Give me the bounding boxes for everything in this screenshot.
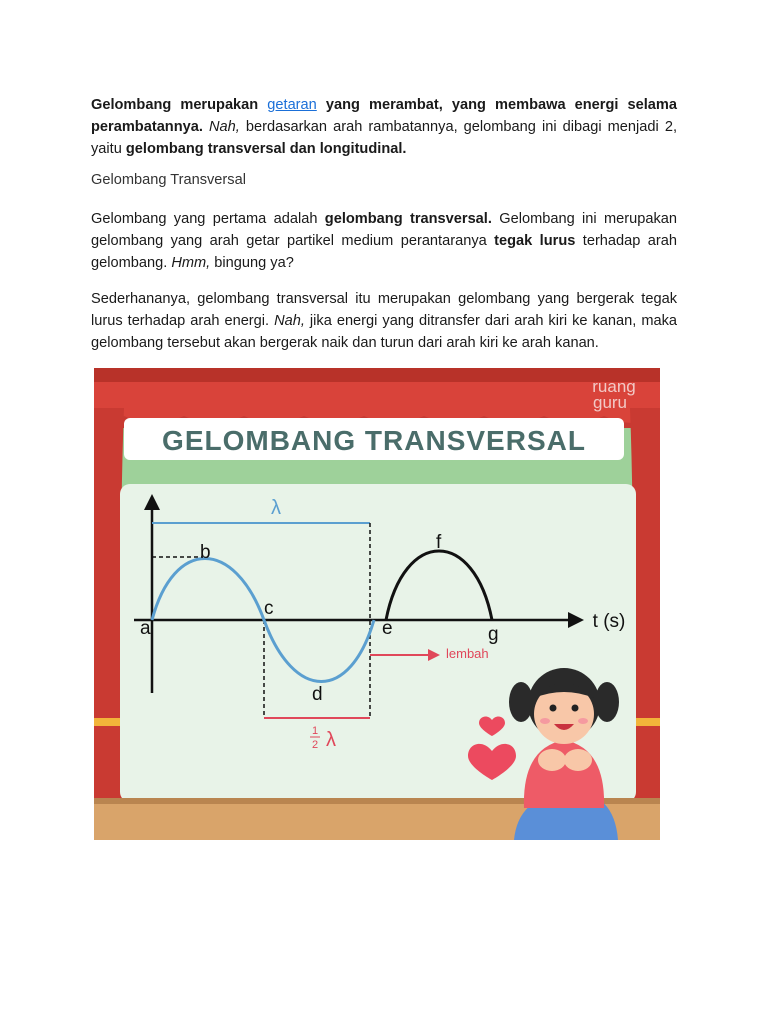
getaran-link[interactable]: getaran [267,97,317,113]
girl-eye-left [550,705,557,712]
definition-paragraph [91,208,677,274]
point-label-e: e [382,618,393,639]
girl-eye-right [572,705,579,712]
text-run: gelombang transversal. [324,211,492,227]
text-run: yang merambat, yang membawa energi selama perambatannya. [91,97,677,135]
figure-title: GELOMBANG TRANSVERSAL [162,425,586,456]
text-run: berdasarkan arah rambatannya, gelombang ini dibagi menjadi 2, yaitu [91,119,677,157]
point-label-g: g [488,624,499,645]
text-run: terhadap arah gelombang. [91,233,677,271]
section-heading: Gelombang Transversal [91,172,246,188]
curtain-top-band [94,368,660,382]
right-curtain-tie [634,718,660,726]
ruangguru-logo-line1: ruang [592,377,636,396]
transversal-wave-figure [94,368,660,840]
half-lambda-denominator: 2 [311,739,319,751]
girl-cheek-left [540,718,550,724]
text-run: Sederhananya, gelombang transversal itu merupakan gelombang yang bergerak tegak lurus terhadap arah energi. [91,291,677,329]
lambda-label: λ [271,497,281,519]
t-axis-label: t (s) [592,611,626,632]
text-run: Nah, [202,119,240,135]
valley-label: lembah [446,646,489,661]
half-lambda-symbol: λ [326,729,336,751]
intro-paragraph [91,94,677,160]
text-run: Gelombang merupakan [91,97,268,113]
point-label-d: d [312,684,323,705]
text-run: gelombang transversal dan longitudinal. [125,141,407,157]
text-run: Gelombang yang pertama adalah [91,211,325,227]
point-label-b: b [200,542,211,563]
text-run: tegak lurus [494,233,576,249]
text-run: jika energi yang ditransfer dari arah kiri ke kanan, maka gelombang tersebut akan bergerak naik dan turun dari arah kiri ke arah kanan. [91,313,678,351]
text-run: Hmm, [171,255,211,271]
explanation-paragraph [91,288,677,354]
ruangguru-logo-line2: guru [592,393,628,412]
point-label-c: c [264,598,274,619]
girl-cheek-right [578,718,588,724]
text-run: Nah, [274,313,305,329]
girl-hand-left [538,749,566,771]
left-curtain-tie [94,718,120,726]
left-curtain [94,408,124,798]
girl-hand-right [564,749,592,771]
half-lambda-numerator: 1 [311,725,319,737]
point-label-f: f [436,532,442,553]
point-label-a: a [140,618,151,639]
text-run: bingung ya? [210,255,294,271]
text-run: Gelombang ini merupakan gelombang yang arah getar partikel medium perantaranya [91,211,677,249]
